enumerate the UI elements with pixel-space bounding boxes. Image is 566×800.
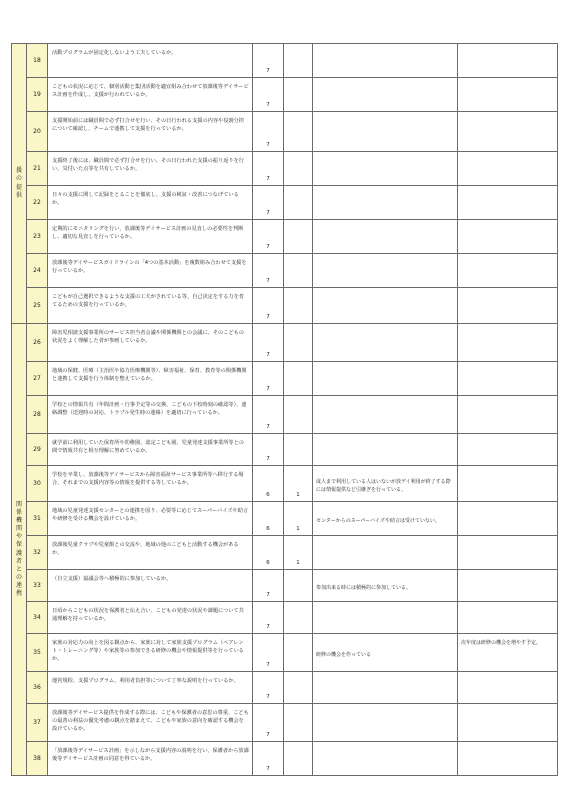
status-note bbox=[313, 362, 458, 396]
question-text: 障害児相談支援事業所のサービス担当者会議や関係機関との会議に、そのこどもの状況をよく理解した者が参画しているか。 bbox=[48, 324, 253, 362]
question-text: 定期的にモニタリングを行い、放課後等デイサービス計画の見直しの必要性を判断し、適切な見直しを行っているか。 bbox=[48, 220, 253, 254]
question-text: 放課後等デイサービス提供を作成する際には、こどもや保護者の意思の尊重、こどもの最善の利益の優先考慮の観点を踏まえて、こどもや家族の意向を確認する機会を設けているか。 bbox=[48, 704, 253, 742]
yes-count: 7 bbox=[253, 288, 284, 324]
status-note bbox=[313, 44, 458, 78]
improvement-plan bbox=[458, 44, 558, 78]
item-number: 29 bbox=[27, 434, 48, 466]
item-number: 22 bbox=[27, 186, 48, 220]
status-note bbox=[313, 536, 458, 570]
improvement-plan bbox=[458, 396, 558, 434]
table-row bbox=[12, 220, 558, 254]
no-count bbox=[284, 672, 313, 704]
improvement-plan bbox=[458, 742, 558, 776]
item-number: 21 bbox=[27, 152, 48, 186]
table-row bbox=[12, 672, 558, 704]
no-count bbox=[284, 634, 313, 672]
status-note bbox=[313, 742, 458, 776]
table-row bbox=[12, 602, 558, 634]
question-text: こどもの状況に応じて、個別活動と集団活動を適宜組み合わせて放課後等デイサービス計画を作成し、支援が行われているか。 bbox=[48, 78, 253, 112]
question-text: 日々の支援に関して記録をとることを徹底し、支援の検証・改善につなげているか。 bbox=[48, 186, 253, 220]
improvement-plan bbox=[458, 288, 558, 324]
yes-count: 7 bbox=[253, 324, 284, 362]
improvement-plan bbox=[458, 220, 558, 254]
status-note: 研修の機会を作っている bbox=[313, 634, 458, 672]
question-text: （自立支援）協議会等へ積極的に参加しているか。 bbox=[48, 570, 253, 602]
category-label: 関係機関や保護者との連携 bbox=[15, 500, 22, 597]
no-count bbox=[284, 220, 313, 254]
yes-count: 7 bbox=[253, 152, 284, 186]
category-cell bbox=[12, 324, 27, 776]
category-cell bbox=[12, 44, 27, 324]
no-count bbox=[284, 112, 313, 152]
no-count bbox=[284, 602, 313, 634]
yes-count: 7 bbox=[253, 672, 284, 704]
no-count bbox=[284, 324, 313, 362]
item-number: 31 bbox=[27, 502, 48, 536]
question-text: 就学前に利用していた保育所や幼稚園、認定こども園、児童発達支援事業所等との間で情報共有と相互理解に努めているか。 bbox=[48, 434, 253, 466]
status-note bbox=[313, 602, 458, 634]
question-text: 放課後児童クラブや児童館との交流や、地域の他のこどもと活動する機会があるか。 bbox=[48, 536, 253, 570]
no-count: 1 bbox=[284, 466, 313, 502]
status-note bbox=[313, 152, 458, 186]
no-count bbox=[284, 396, 313, 434]
yes-count: 7 bbox=[253, 220, 284, 254]
status-note: センターからのスーパーバイズや助言は受けていない。 bbox=[313, 502, 458, 536]
item-number: 28 bbox=[27, 396, 48, 434]
improvement-plan bbox=[458, 602, 558, 634]
question-text: 学校を卒業し、放課後等デイサービスから障害福祉サービス事業所等へ移行する場合、それまでの支援内容等の情報を提供する等しているか。 bbox=[48, 466, 253, 502]
table-row bbox=[12, 44, 558, 78]
no-count bbox=[284, 570, 313, 602]
improvement-plan bbox=[458, 536, 558, 570]
item-number: 36 bbox=[27, 672, 48, 704]
item-number: 26 bbox=[27, 324, 48, 362]
question-text: 活動プログラムが固定化しないよう工夫しているか。 bbox=[48, 44, 253, 78]
improvement-plan bbox=[458, 186, 558, 220]
table-row bbox=[12, 324, 558, 362]
improvement-plan bbox=[458, 672, 558, 704]
improvement-plan bbox=[458, 466, 558, 502]
no-count bbox=[284, 704, 313, 742]
no-count bbox=[284, 362, 313, 396]
no-count bbox=[284, 186, 313, 220]
status-note bbox=[313, 396, 458, 434]
improvement-plan bbox=[458, 502, 558, 536]
yes-count: 7 bbox=[253, 396, 284, 434]
question-text: 地域の児童発達支援センターとの連携を図り、必要等に応じてスーパーバイズや助言や研修を受ける機会を設けているか。 bbox=[48, 502, 253, 536]
improvement-plan bbox=[458, 434, 558, 466]
item-number: 38 bbox=[27, 742, 48, 776]
no-count bbox=[284, 434, 313, 466]
table-row bbox=[12, 634, 558, 672]
improvement-plan bbox=[458, 152, 558, 186]
item-number: 34 bbox=[27, 602, 48, 634]
yes-count: 7 bbox=[253, 186, 284, 220]
improvement-plan bbox=[458, 570, 558, 602]
table-row bbox=[12, 704, 558, 742]
improvement-plan bbox=[458, 362, 558, 396]
item-number: 32 bbox=[27, 536, 48, 570]
item-number: 20 bbox=[27, 112, 48, 152]
status-note: 成人まで利用している人はいないが放デイ利用が終了する際には情報提供など引継ぎを行っている。 bbox=[313, 466, 458, 502]
table-row bbox=[12, 186, 558, 220]
table-row bbox=[12, 742, 558, 776]
question-text: 家族の対応力の向上を図る観点から、家族に対して家族支援プログラム（ペアレント・トレーニング等）や家族等の参加できる研修の機会や情報提供等を行っているか。 bbox=[48, 634, 253, 672]
no-count bbox=[284, 152, 313, 186]
improvement-plan bbox=[458, 324, 558, 362]
status-note bbox=[313, 254, 458, 288]
yes-count: 7 bbox=[253, 112, 284, 152]
table-row bbox=[12, 502, 558, 536]
status-note bbox=[313, 672, 458, 704]
improvement-plan bbox=[458, 112, 558, 152]
evaluation-table bbox=[11, 43, 558, 776]
question-text: 学校との情報共有（年間計画・行事予定等の交換、こどもの下校時刻の確認等）、連絡調整（送迎時の対応、トラブル発生時の連絡）を適切に行っているか。 bbox=[48, 396, 253, 434]
no-count: 1 bbox=[284, 536, 313, 570]
improvement-plan: 次年度は研修の機会を増やす予定。 bbox=[458, 634, 558, 672]
question-text: こどもが自己選択できるような支援の工夫がされている等、自己決定をする力を育てるための支援を行っているか。 bbox=[48, 288, 253, 324]
evaluation-table-body bbox=[12, 44, 558, 776]
table-row bbox=[12, 434, 558, 466]
status-note bbox=[313, 78, 458, 112]
status-note bbox=[313, 186, 458, 220]
item-number: 27 bbox=[27, 362, 48, 396]
improvement-plan bbox=[458, 704, 558, 742]
table-row bbox=[12, 152, 558, 186]
item-number: 19 bbox=[27, 78, 48, 112]
no-count bbox=[284, 742, 313, 776]
question-text: 「放課後等デイサービス計画」を示しながら支援内容の説明を行い、保護者から放課後等デイサービス計画の同意を得ているか。 bbox=[48, 742, 253, 776]
table-row bbox=[12, 396, 558, 434]
item-number: 30 bbox=[27, 466, 48, 502]
question-text: 支援終了後には、職員間で必ず打合せを行い、その日行われた支援の振り返りを行い、気付いた点等を共有しているか。 bbox=[48, 152, 253, 186]
yes-count: 7 bbox=[253, 742, 284, 776]
table-row bbox=[12, 362, 558, 396]
table-row bbox=[12, 112, 558, 152]
yes-count: 7 bbox=[253, 254, 284, 288]
question-text: 運営規程、支援プログラム、利用者負担等について丁寧な説明を行っているか。 bbox=[48, 672, 253, 704]
question-text: 地域の保健、医療（主治医や協力医療機関等）、障害福祉、保育、教育等の関係機関と連携して支援を行う体制を整えているか。 bbox=[48, 362, 253, 396]
improvement-plan bbox=[458, 254, 558, 288]
item-number: 37 bbox=[27, 704, 48, 742]
yes-count: 6 bbox=[253, 536, 284, 570]
no-count bbox=[284, 78, 313, 112]
item-number: 23 bbox=[27, 220, 48, 254]
item-number: 25 bbox=[27, 288, 48, 324]
no-count bbox=[284, 44, 313, 78]
table-row bbox=[12, 466, 558, 502]
item-number: 33 bbox=[27, 570, 48, 602]
yes-count: 6 bbox=[253, 466, 284, 502]
status-note bbox=[313, 704, 458, 742]
no-count bbox=[284, 254, 313, 288]
status-note: 参加出来る時には積極的に参加している。 bbox=[313, 570, 458, 602]
yes-count: 7 bbox=[253, 362, 284, 396]
category-label: 援の提供 bbox=[15, 167, 22, 199]
question-text: 放課後等デイサービスガイドラインの「4つの基本活動」を複数組み合わせて支援を行っているか。 bbox=[48, 254, 253, 288]
yes-count: 6 bbox=[253, 502, 284, 536]
yes-count: 7 bbox=[253, 44, 284, 78]
table-row bbox=[12, 78, 558, 112]
status-note bbox=[313, 434, 458, 466]
no-count bbox=[284, 288, 313, 324]
yes-count: 7 bbox=[253, 634, 284, 672]
question-text: 日頃からこどもの状況を保護者と伝え合い、こどもの発達の状況や課題について共通理解を持っているか。 bbox=[48, 602, 253, 634]
status-note bbox=[313, 220, 458, 254]
item-number: 24 bbox=[27, 254, 48, 288]
improvement-plan bbox=[458, 78, 558, 112]
no-count: 1 bbox=[284, 502, 313, 536]
table-row bbox=[12, 254, 558, 288]
table-row bbox=[12, 570, 558, 602]
yes-count: 7 bbox=[253, 434, 284, 466]
status-note bbox=[313, 112, 458, 152]
yes-count: 7 bbox=[253, 602, 284, 634]
yes-count: 7 bbox=[253, 78, 284, 112]
table-row bbox=[12, 288, 558, 324]
item-number: 18 bbox=[27, 44, 48, 78]
question-text: 支援開始前には職員間で必ず打合せを行い、その日行われる支援の内容や役割分担について確認し、チームで連携して支援を行っているか。 bbox=[48, 112, 253, 152]
status-note bbox=[313, 288, 458, 324]
table-row bbox=[12, 536, 558, 570]
status-note bbox=[313, 324, 458, 362]
yes-count: 7 bbox=[253, 704, 284, 742]
item-number: 35 bbox=[27, 634, 48, 672]
yes-count: 7 bbox=[253, 570, 284, 602]
